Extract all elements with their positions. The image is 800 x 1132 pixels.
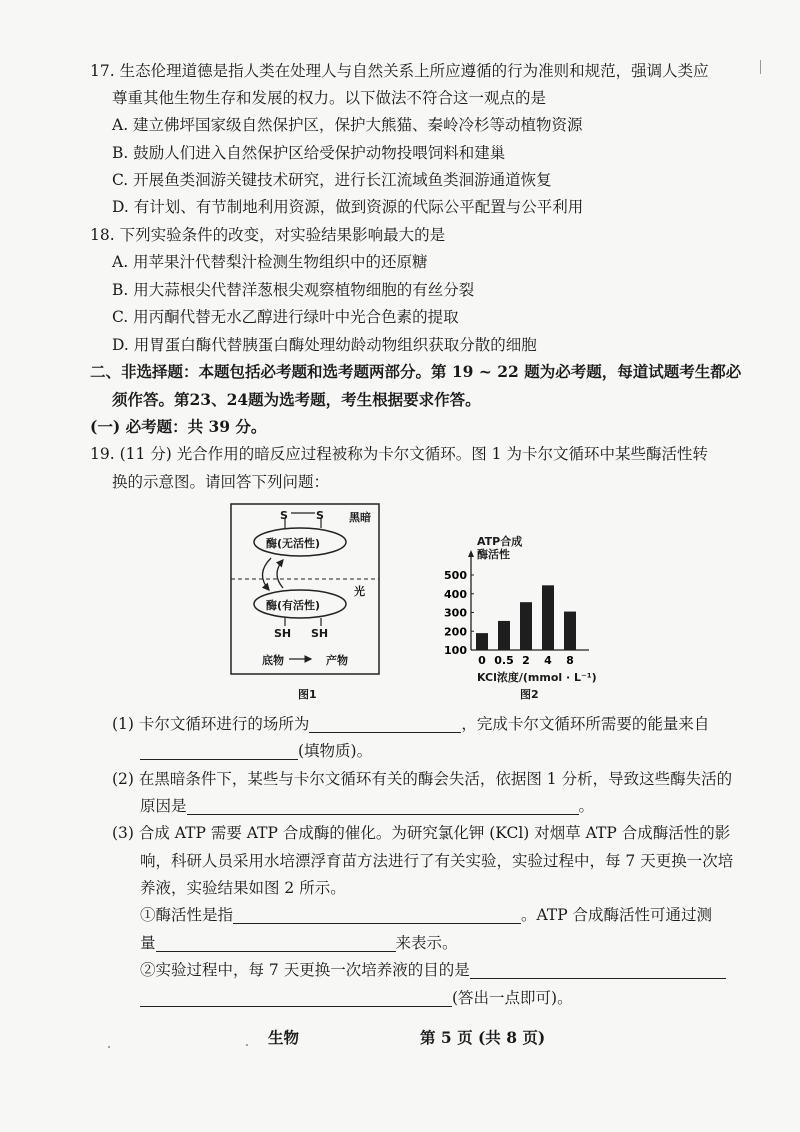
q19-part3-sub2-text-b: (答出一点即可)。 xyxy=(452,989,573,1007)
q19-part1-line2 xyxy=(140,740,372,762)
q19-part2-blank-reason[interactable] xyxy=(187,796,579,815)
q19-part3-line3: 养液，实验结果如图 2 所示。 xyxy=(140,879,346,897)
fig1-active-enzyme-label: 酶(有活性) xyxy=(266,599,321,612)
section2-required-heading: (一) 必考题：共 39 分。 xyxy=(90,417,267,436)
q17-option-b: B. 鼓励人们进入自然保护区给受保护动物投喂饲料和建巢 xyxy=(112,144,506,162)
q19-part1-text-a: (1) 卡尔文循环进行的场所为 xyxy=(112,715,310,733)
q19-part2-line2 xyxy=(140,795,594,817)
fig1-light-label: 光 xyxy=(354,585,365,598)
footer-page-number: 第 5 页 (共 8 页) xyxy=(420,1028,546,1047)
chart-y-axis-arrow xyxy=(468,550,474,557)
q17-stem-line1: 17. 生态伦理道德是指人类在处理人与自然关系上所应遵循的行为准则和规范，强调人类应 xyxy=(90,62,709,80)
q19-part1-text-b: ，完成卡尔文循环所需要的能量来自 xyxy=(461,715,710,733)
q19-part1-blank-site[interactable] xyxy=(309,714,461,733)
scan-speck xyxy=(108,1046,110,1048)
footer-subject: 生物 xyxy=(268,1028,300,1047)
q19-part1-blank-energy[interactable] xyxy=(140,741,298,760)
figure2-bar-chart xyxy=(440,530,600,690)
q17-option-d: D. 有计划、有节制地利用资源，做到资源的代际公平配置与公平利用 xyxy=(112,198,584,216)
fig1-s-left: S xyxy=(280,509,288,522)
q19-part3-sub1-text-b: 。ATP 合成酶活性可通过测 xyxy=(521,906,713,924)
fig1-sh-left: SH xyxy=(274,627,292,640)
chart-ylabel-line2: 酶活性 xyxy=(477,548,510,561)
q19-part1-line1 xyxy=(112,713,709,735)
q19-part3-sub2-line1 xyxy=(140,959,726,981)
chart-y-tick-label: 400 xyxy=(444,587,467,601)
fig1-caption: 图1 xyxy=(298,688,317,701)
q19-part3-sub1-line1 xyxy=(140,904,712,926)
chart-x-tick-label: 0 xyxy=(478,654,486,667)
fig1-s-right: S xyxy=(316,509,324,522)
q19-part3-line1: (3) 合成 ATP 需要 ATP 合成酶的催化。为研究氯化钾 (KCl) 对烟草 ATP 合成酶活性的影 xyxy=(112,824,731,842)
q18-option-b: B. 用大蒜根尖代替洋葱根尖观察植物细胞的有丝分裂 xyxy=(112,281,475,299)
chart-y-tick-label: 500 xyxy=(444,569,467,582)
q19-part3-blank-measure[interactable] xyxy=(156,933,396,952)
q17-option-c: C. 开展鱼类洄游关键技术研究，进行长江流域鱼类洄游通道恢复 xyxy=(112,171,552,189)
scan-speck xyxy=(246,1044,248,1046)
chart-x-tick-label: 8 xyxy=(566,654,574,667)
q17-stem-line2: 尊重其他生物生存和发展的权力。以下做法不符合这一观点的是 xyxy=(112,89,547,107)
chart-xlabel: KCl浓度/(mmol · L⁻¹) xyxy=(477,671,597,684)
q19-part1-text-c: (填物质)。 xyxy=(298,742,373,760)
q18-option-d: D. 用胃蛋白酶代替胰蛋白酶处理幼龄动物组织获取分散的细胞 xyxy=(112,336,537,354)
q19-part3-line2: 响，科研人员采用水培漂浮育苗方法进行了有关实验，实验过程中，每 7 天更换一次培 xyxy=(140,852,734,870)
q19-part2-text-b: 原因是 xyxy=(140,797,187,815)
q19-part3-sub1-text-c: 量 xyxy=(140,934,156,952)
chart-y-tick-label: 300 xyxy=(444,606,467,620)
q18-option-c: C. 用丙酮代替无水乙醇进行绿叶中光合色素的提取 xyxy=(112,308,459,326)
q19-part2-line1: (2) 在黑暗条件下，某些与卡尔文循环有关的酶会失活，依据图 1 分析，导致这些酶失活的 xyxy=(112,770,733,788)
q19-part3-blank-purpose-a[interactable] xyxy=(470,960,726,979)
activation-arrow xyxy=(262,558,271,590)
q19-part2-text-c: 。 xyxy=(578,797,595,815)
q18-stem: 18. 下列实验条件的改变，对实验结果影响最大的是 xyxy=(90,226,446,244)
q18-option-a: A. 用苹果汁代替梨汁检测生物组织中的还原糖 xyxy=(112,253,428,271)
chart-y-tick-label: 100 xyxy=(444,644,467,657)
chart-caption: 图2 xyxy=(520,688,539,701)
fig1-sh-right: SH xyxy=(311,627,329,640)
fig1-dark-label: 黑暗 xyxy=(349,511,371,524)
chart-x-tick-label: 2 xyxy=(522,654,530,667)
chart-y-tick-label: 200 xyxy=(444,625,467,639)
fig1-inactive-enzyme-label: 酶(无活性) xyxy=(266,537,321,550)
page-edge-mark xyxy=(760,60,761,74)
chart-bar xyxy=(476,633,488,650)
q17-option-a: A. 建立佛坪国家级自然保护区，保护大熊猫、秦岭冷杉等动植物资源 xyxy=(112,116,583,134)
fig1-substrate-label: 底物 xyxy=(262,654,284,667)
q19-part3-blank-enzyme-activity[interactable] xyxy=(233,905,521,924)
fig1-product-label: 产物 xyxy=(326,654,348,667)
q19-stem-line2: 换的示意图。请回答下列问题： xyxy=(112,473,330,491)
section2-intro-line2: 须作答。第23、24题为选考题，考生根据要求作答。 xyxy=(112,390,481,409)
q19-part3-sub2-line2 xyxy=(140,987,573,1009)
section2-intro-line1: 二、非选择题：本题包括必考题和选考题两部分。第 19 ~ 22 题为必考题，每道试题考生都必 xyxy=(90,362,742,381)
q19-part3-sub1-text-d: 来表示。 xyxy=(395,934,458,952)
q19-part3-sub1-text-a: ①酶活性是指 xyxy=(140,906,234,924)
chart-bar xyxy=(564,612,576,650)
chart-bar xyxy=(542,585,554,650)
chart-ylabel-line1: ATP合成 xyxy=(477,535,523,548)
q19-part3-blank-purpose-b[interactable] xyxy=(140,988,452,1007)
q19-part3-sub1-line2 xyxy=(140,932,458,954)
chart-bar xyxy=(520,602,532,650)
chart-bar xyxy=(498,621,510,650)
q19-part3-sub2-text-a: ②实验过程中，每 7 天更换一次培养液的目的是 xyxy=(140,961,470,979)
chart-x-tick-label: 0.5 xyxy=(494,654,514,667)
inactivation-arrow xyxy=(277,560,283,588)
q19-stem-line1: 19. (11 分) 光合作用的暗反应过程被称为卡尔文循环。图 1 为卡尔文循环中某些酶活性转 xyxy=(90,445,708,463)
chart-x-tick-label: 4 xyxy=(544,654,552,667)
